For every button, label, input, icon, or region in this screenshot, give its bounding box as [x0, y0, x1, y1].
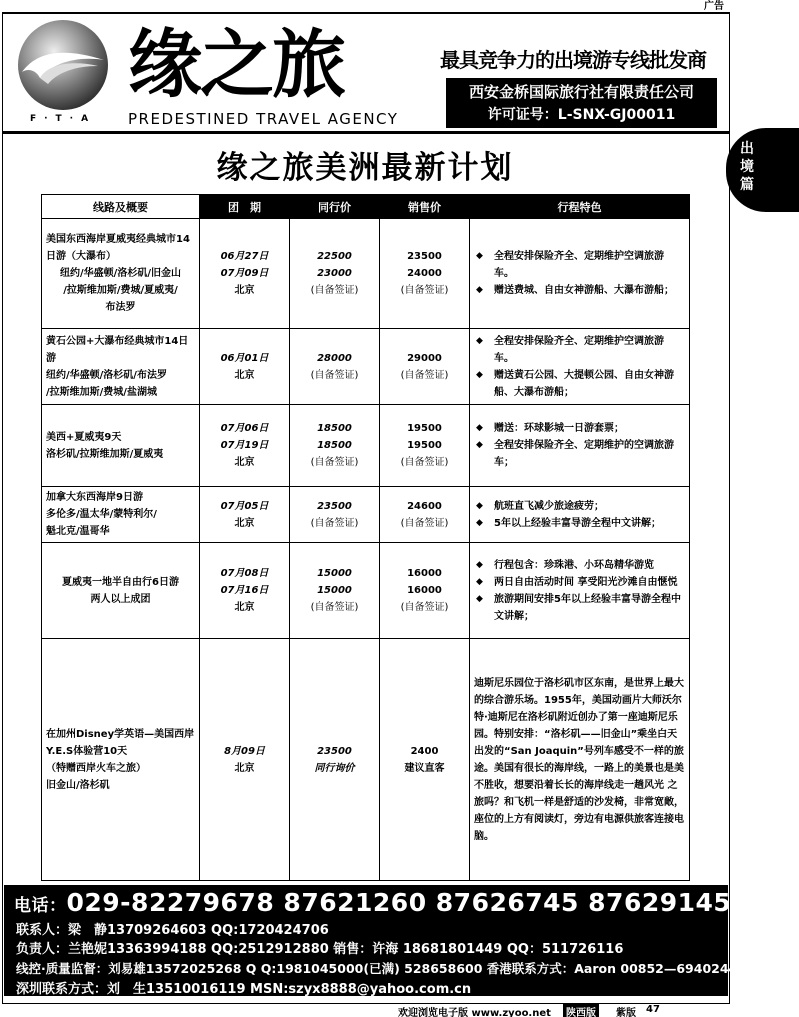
table-header — [42, 195, 690, 219]
license-number: 许可证号：L-SNX-GJ00011 — [487, 107, 676, 123]
shenzhen-contact: 深圳联系方式：刘 生13510016119 MSN:szyx8888@yahoo.com.cn — [16, 982, 472, 997]
route-cell: 加拿大东西海岸9日游 多伦多/温太华/蒙特利尔/ 魁北克/温哥华 — [42, 487, 200, 543]
contact-footer — [4, 885, 746, 997]
contact-person: 联系人：梁 静13709264603 QQ:1720424706 — [16, 923, 329, 938]
sale-price-cell: 29000 (自备签证) — [380, 329, 470, 405]
table-row — [42, 639, 690, 881]
peer-price-cell: 18500 18500 (自备签证) — [290, 405, 380, 487]
table-row — [42, 219, 690, 329]
side-tab — [726, 128, 799, 212]
peer-price-cell: 15000 15000 (自备签证) — [290, 543, 380, 639]
features-cell: ◆ 全程安排保险齐全、定期维护空调旅游车。 ◆ 赠送黄石公园、大提顿公园、自由女神游船、大瀑布游船； — [470, 329, 690, 405]
route-cell: 美国东西海岸夏威夷经典城市14日游（大瀑布） 纽约/华盛顿/洛杉矶/旧金山 /拉斯维加斯/费城/夏威夷/ 布法罗 — [42, 219, 200, 329]
sale-price-cell: 19500 19500 (自备签证) — [380, 405, 470, 487]
col-header-peer-price: 同行价 — [290, 195, 380, 219]
dates-cell: 06月01日 北京 — [200, 329, 290, 405]
route-cell: 黄石公园+大瀑布经典城市14日游 纽约/华盛顿/洛杉矶/布法罗 /拉斯维加斯/费城/盐湖城 — [42, 329, 200, 405]
itinerary-table — [41, 194, 690, 881]
diamond-icon: ◆ — [476, 593, 483, 604]
table-row — [42, 405, 690, 487]
company-box — [446, 78, 717, 128]
diamond-icon: ◆ — [476, 285, 483, 295]
col-header-features: 行程特色 — [470, 195, 690, 219]
route-cell: 美西+夏威夷9天 洛杉矶/拉斯维加斯/夏威夷 — [42, 405, 200, 487]
peer-price-cell: 23500 同行询价 — [290, 639, 380, 881]
route-cell: 在加州Disney学英语—美国西岸Y.E.S体验营10天 （特赠西岸火车之旅） 旧金山/洛杉矶 — [42, 639, 200, 881]
diamond-icon: ◆ — [476, 559, 483, 570]
col-header-sale-price: 销售价 — [380, 195, 470, 219]
page-number: 47 — [646, 1004, 660, 1015]
diamond-icon: ◆ — [476, 251, 483, 261]
features-cell: ◆ 赠送：环球影城一日游套票； ◆ 全程安排保险齐全、定期维护的空调旅游车； — [470, 405, 690, 487]
side-tab-label: 出境篇 — [740, 141, 754, 193]
sale-price-cell: 16000 16000 (自备签证) — [380, 543, 470, 639]
brand-name-en: PREDESTINED TRAVEL AGENCY — [128, 110, 399, 128]
logo-globe — [18, 20, 108, 110]
dates-cell: 07月05日 北京 — [200, 487, 290, 543]
col-header-route: 线路及概要 — [42, 195, 200, 219]
company-name: 西安金桥国际旅行社有限责任公司 — [468, 83, 694, 101]
phone-numbers: 029-82279678 87621260 87626745 87629145 — [66, 888, 732, 917]
manager-line: 负责人：兰艳妮13363994188 QQ:2512912880 销售：许海 18681801449 QQ：511726116 — [16, 942, 624, 957]
page-title: 缘之旅美洲最新计划 — [216, 150, 514, 186]
dates-cell: 8月09日 北京 — [200, 639, 290, 881]
table-row — [42, 487, 690, 543]
brand-name-cn: 缘之旅 — [128, 22, 344, 108]
diamond-icon: ◆ — [476, 500, 483, 511]
sale-price-cell: 24600 (自备签证) — [380, 487, 470, 543]
features-cell: ◆ 行程包含：珍珠港、小环岛精华游览 ◆ 两日自由活动时间 享受阳光沙滩自由惬悦 ◆ 旅游期间安排5年以上经验丰富导游全程中文讲解； — [470, 543, 690, 639]
diamond-icon: ◆ — [476, 517, 483, 528]
ad-tag: 广告 — [704, 1, 724, 12]
province-edition: 陕西版 — [563, 1004, 599, 1017]
color-edition: 紫版 — [616, 1008, 636, 1017]
bottom-bar — [398, 1004, 728, 1017]
diamond-icon: ◆ — [476, 576, 483, 587]
diamond-icon: ◆ — [476, 335, 483, 346]
peer-price-cell: 28000 (自备签证) — [290, 329, 380, 405]
dates-cell: 06月27日 07月09日 北京 — [200, 219, 290, 329]
peer-price-cell: 22500 23000 (自备签证) — [290, 219, 380, 329]
diamond-icon: ◆ — [476, 440, 483, 450]
bird-icon — [18, 20, 108, 110]
features-cell: ◆ 航班直飞减少旅途疲劳； ◆ 5年以上经验丰富导游全程中文讲解； — [470, 487, 690, 543]
table-row — [42, 329, 690, 405]
quality-control-line: 线控·质量监督：刘易雄13572025268 Q Q:1981045000(已满) 528658600 香港联系方式：Aaron 00852—69402444 — [16, 961, 746, 976]
diamond-icon: ◆ — [476, 369, 483, 380]
features-cell: ◆ 全程安排保险齐全、定期维护空调旅游车。 ◆ 赠送费城、自由女神游船、大瀑布游船； — [470, 219, 690, 329]
slogan: 最具竞争力的出境游专线批发商 — [440, 48, 706, 72]
route-cell: 夏威夷一地半自由行6日游 两人以上成团 — [42, 543, 200, 639]
header-divider — [2, 131, 730, 134]
website-note: 欢迎浏览电子版 www.zyoo.net — [398, 1008, 551, 1017]
phone-row — [14, 888, 732, 917]
peer-price-cell: 23500 (自备签证) — [290, 487, 380, 543]
dates-cell: 07月08日 07月16日 北京 — [200, 543, 290, 639]
col-header-dates: 团 期 — [200, 195, 290, 219]
sale-price-cell: 23500 24000 (自备签证) — [380, 219, 470, 329]
description-cell: 迪斯尼乐园位于洛杉矶市区东南，是世界上最大的综合游乐场。1955年，美国动画片大师沃尔特·迪斯尼在洛杉矶附近创办了第一座迪斯尼乐园。特别安排：“洛杉矶——旧金山”乘坐白天出发的“San Joaquin”号列车感受不一样的旅途。美国有很长的海岸线，一路上的美景也是美不胜收，想要沿着长长的海岸线走一趟风光 之旅吗？和飞机一样是舒适的沙发椅，非常宽敞，座位的上方有阅读灯，旁边有电源供旅客连接电脑。 — [470, 639, 690, 881]
logo-letters: F·T·A — [29, 114, 97, 124]
diamond-icon: ◆ — [476, 423, 483, 433]
phone-label: 电话： — [14, 896, 67, 916]
table-row — [42, 543, 690, 639]
sale-price-cell: 2400 建议直客 — [380, 639, 470, 881]
dates-cell: 07月06日 07月19日 北京 — [200, 405, 290, 487]
